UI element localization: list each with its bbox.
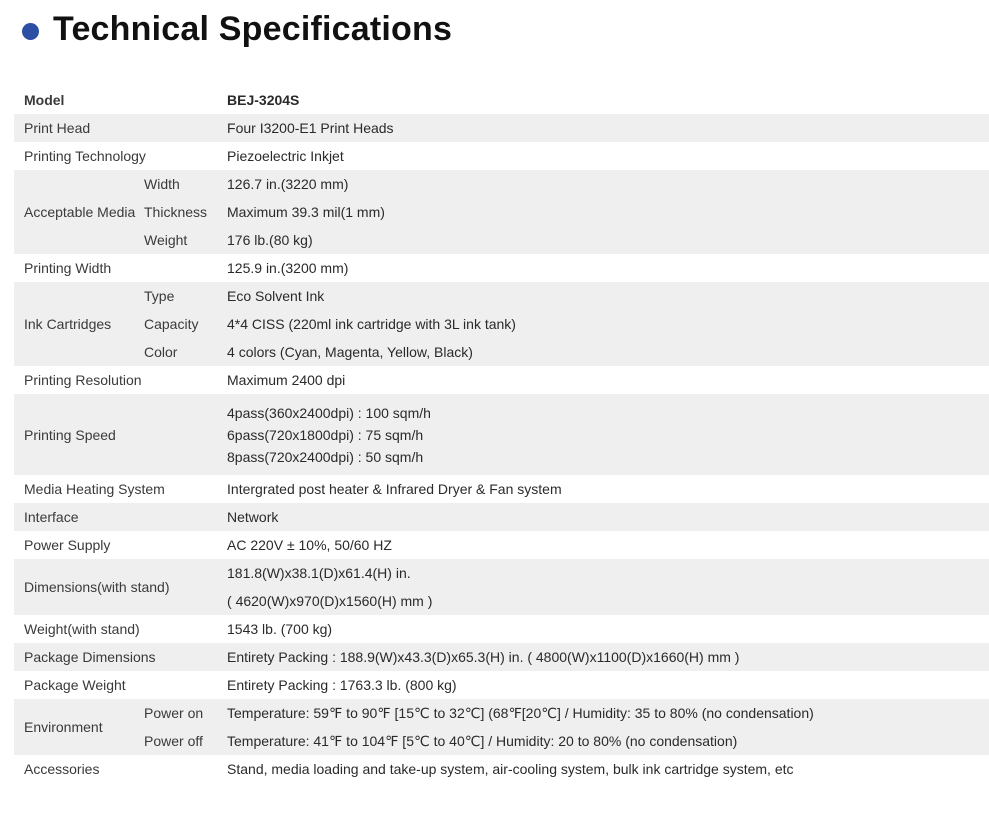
speed-line: 4pass(360x2400dpi) : 100 sqm/h [227, 404, 431, 421]
row-label: Printing Resolution [24, 372, 142, 388]
table-row-print-head [14, 114, 989, 142]
table-row-printing-technology [14, 142, 989, 170]
row-value: 1543 lb. (700 kg) [227, 621, 333, 637]
table-row-package-dimensions [14, 643, 989, 671]
row-label: Dimensions(with stand) [14, 559, 224, 615]
row-sublabel: Weight [143, 226, 224, 254]
row-label: Environment [14, 699, 143, 755]
row-label: Print Head [14, 114, 224, 142]
row-label: Power Supply [24, 537, 111, 553]
table-row-printing-width [14, 254, 989, 282]
row-label: Package Dimensions [14, 643, 224, 671]
table-row-power-supply [14, 531, 989, 559]
table-row-printing-speed [14, 394, 989, 475]
row-sublabel: Capacity [143, 310, 224, 338]
row-label: Acceptable Media [14, 170, 143, 254]
row-value: Four I3200-E1 Print Heads [224, 114, 989, 142]
row-value: Temperature: 41℉ to 104℉ [5℃ to 40℃] / Humidity: 20 to 80% (no condensation) [224, 727, 989, 755]
row-value: AC 220V ± 10%, 50/60 HZ [227, 537, 392, 553]
speed-line: 8pass(720x2400dpi) : 50 sqm/h [227, 448, 424, 465]
bullet-icon [22, 23, 39, 40]
row-value: Entirety Packing : 188.9(W)x43.3(D)x65.3(H) in. ( 4800(W)x1100(D)x1660(H) mm ) [224, 643, 989, 671]
page-title: Technical Specifications [53, 9, 453, 48]
page-heading [22, 6, 452, 52]
spec-table [14, 85, 989, 783]
row-value: 176 lb.(80 kg) [224, 226, 989, 254]
row-sublabel: Color [143, 338, 224, 366]
row-value: 181.8(W)x38.1(D)x61.4(H) in. [224, 559, 989, 587]
row-value: 4*4 CISS (220ml ink cartridge with 3L ink tank) [224, 310, 989, 338]
row-value: Network [224, 503, 989, 531]
row-value: Intergrated post heater & Infrared Dryer & Fan system [227, 481, 562, 497]
table-row-media-heating [14, 475, 989, 503]
row-value: Stand, media loading and take-up system, air-cooling system, bulk ink cartridge system, etc [227, 761, 794, 777]
row-value: Eco Solvent Ink [224, 282, 989, 310]
table-row-interface [14, 503, 989, 531]
table-row-ink-cartridges [14, 310, 989, 338]
table-row-printing-resolution [14, 366, 989, 394]
table-row-weight [14, 615, 989, 643]
row-label: Accessories [24, 761, 100, 777]
row-label: Printing Speed [14, 394, 224, 475]
row-value: 125.9 in.(3200 mm) [227, 260, 349, 276]
row-label: Ink Cartridges [14, 282, 143, 366]
row-value: Maximum 39.3 mil(1 mm) [224, 198, 989, 226]
table-header-row [14, 85, 989, 114]
row-label: Printing Technology [24, 148, 146, 164]
speed-line: 6pass(720x1800dpi) : 75 sqm/h [227, 426, 424, 443]
row-value: Temperature: 59℉ to 90℉ [15℃ to 32℃] (68℉[20℃] / Humidity: 35 to 80% (no condensation) [224, 699, 989, 727]
row-label: Weight(with stand) [24, 621, 140, 637]
row-sublabel: Power off [143, 727, 224, 755]
table-row-ink-cartridges [14, 338, 989, 366]
row-value: Entirety Packing : 1763.3 lb. (800 kg) [227, 677, 457, 693]
row-value: 126.7 in.(3220 mm) [224, 170, 989, 198]
header-value: BEJ-3204S [227, 91, 300, 108]
table-row-acceptable-media [14, 198, 989, 226]
table-row-accessories [14, 755, 989, 783]
table-row-environment [14, 699, 989, 727]
row-label: Media Heating System [24, 481, 165, 497]
table-row-ink-cartridges [14, 282, 989, 310]
table-row-acceptable-media [14, 226, 989, 254]
table-row-environment [14, 727, 989, 755]
row-sublabel: Thickness [143, 198, 224, 226]
table-row-package-weight [14, 671, 989, 699]
row-label: Printing Width [24, 260, 112, 276]
table-row-dimensions [14, 559, 989, 587]
row-value: ( 4620(W)x970(D)x1560(H) mm ) [224, 587, 989, 615]
row-sublabel: Type [143, 282, 224, 310]
row-value: Piezoelectric Inkjet [227, 148, 344, 164]
row-value: Maximum 2400 dpi [227, 372, 346, 388]
row-value [224, 394, 989, 475]
row-sublabel: Power on [143, 699, 224, 727]
row-value: 4 colors (Cyan, Magenta, Yellow, Black) [224, 338, 989, 366]
row-sublabel: Width [143, 170, 224, 198]
row-label: Package Weight [24, 677, 126, 693]
header-label: Model [24, 91, 65, 108]
row-label: Interface [14, 503, 224, 531]
table-row-acceptable-media [14, 170, 989, 198]
